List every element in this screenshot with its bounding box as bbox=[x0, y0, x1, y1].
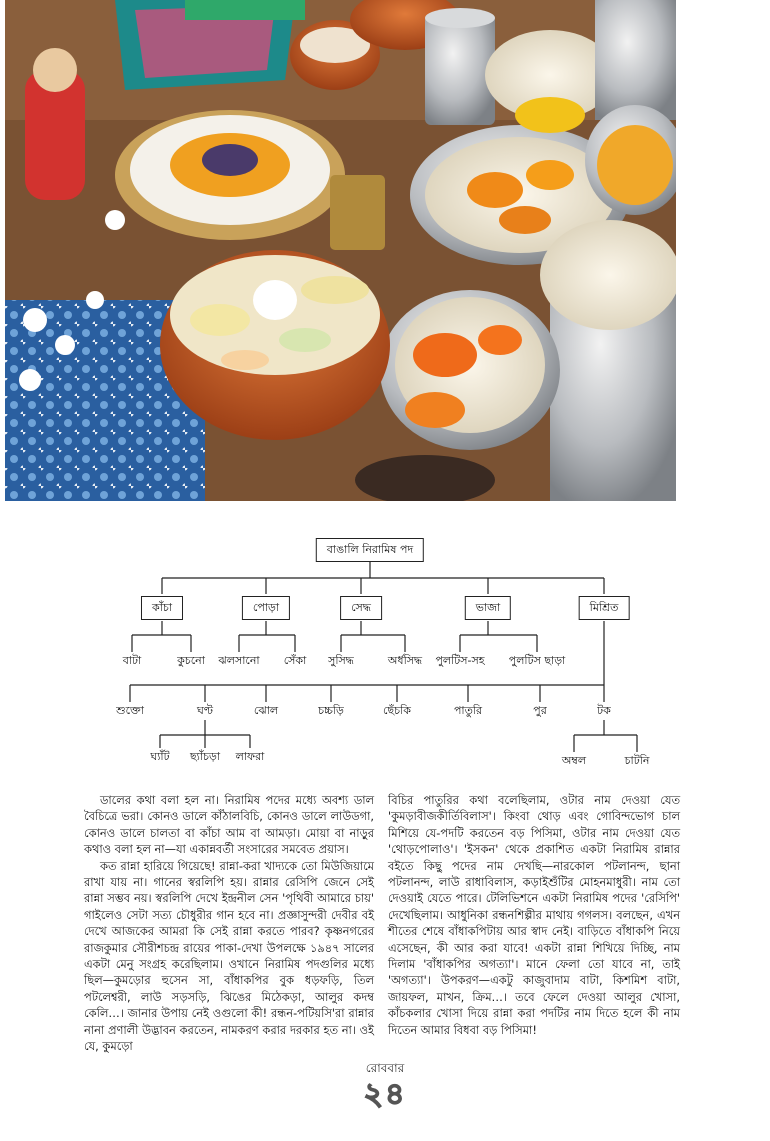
tree-leaf-shenka: সেঁকা bbox=[283, 654, 307, 667]
tree-node-mishrito: মিশ্রিত bbox=[579, 596, 630, 620]
tree-root: বাঙালি নিরামিষ পদ bbox=[316, 538, 424, 562]
tree-leaf-ordhoshiddho: অর্ধসিদ্ধ bbox=[387, 654, 423, 667]
tree-leaf-bata: বাটা bbox=[122, 654, 142, 667]
tree-node-kacha: কাঁচা bbox=[141, 596, 183, 620]
page-number: ২৪ bbox=[363, 1077, 407, 1112]
tree-leaf-poultice-shoho: পুলটিস-সহ bbox=[435, 654, 485, 667]
article-column-right bbox=[388, 792, 680, 1038]
tree-node-pora: পোড়া bbox=[242, 596, 290, 620]
tree-leaf-shukto: শুক্তো bbox=[116, 704, 144, 717]
tree-connectors bbox=[0, 530, 770, 780]
tree-leaf-jhol: ঝোল bbox=[253, 704, 279, 717]
tree-leaf-laphra: লাফরা bbox=[235, 750, 265, 763]
tree-leaf-poultice-chhara: পুলটিস ছাড়া bbox=[508, 654, 566, 667]
article-column-left bbox=[84, 792, 374, 1055]
tree-leaf-kuchno: কুচনো bbox=[177, 654, 205, 667]
food-offering-photo bbox=[5, 0, 676, 501]
tree-leaf-ghanto: ঘণ্ট bbox=[197, 704, 213, 717]
tree-leaf-ombol: অম্বল bbox=[561, 754, 587, 767]
paragraph: কত রান্না হারিয়ে গিয়েছে! রান্না-করা খাদ্যকে তো মিউজিয়ামে রাখা যায় না। গানের স্বরলিপি হয়। রান্নার রেসিপি জেনে সেই রান্না সম্ভব নয়। স্বরলিপি দেখে ইন্দ্রনীল সেন 'পৃথিবী আমারে চায়' গাইলেও সেটা সত্য চৌধুরীর গান হবে না। প্রজ্ঞাসুন্দরী দেবীর বই দেখে আজকের আমরা কি সেই রান্না করতে পারব? কৃষ্ণনগরের রাজকুমার সৌরীশচন্দ্র রায়ের পাকা-দেখা উপলক্ষে ১৯৪৭ সালের একটা মেনু সংগ্রহ করেছিলাম। ওখানে নিরামিষ পদগুলির মধ্যে ছিল—কুমড়োর হুসেন সা, বাঁধাকপির বুক ধড়ফড়ি, তিল পটলেশ্বরী, লাউ সড়সড়ি, ঝিঙের মিঠেকড়া, আলুর কদম্ব কেলি…। জানার উপায় নেই ওগুলো কী! রন্ধন-পটিয়সি'রা রান্নার নানা প্রণালী উদ্ভাবন করতেন, নামকরণ করার দরকার হত না। ওই যে, কুমড়ো bbox=[84, 858, 374, 1054]
tree-leaf-chhyanchra: ছ্যাঁচড়া bbox=[189, 750, 221, 763]
tree-node-bhaja: ভাজা bbox=[465, 596, 511, 620]
tree-leaf-paturi: পাতুরি bbox=[453, 704, 483, 717]
tree-leaf-pur: পুর bbox=[533, 704, 547, 717]
tree-leaf-chatni: চাটনি bbox=[624, 754, 650, 767]
tree-leaf-chochchori: চচ্চড়ি bbox=[318, 704, 344, 717]
vegetarian-dish-tree-diagram bbox=[0, 530, 770, 780]
tree-leaf-ghyant: ঘ্যাঁট bbox=[150, 750, 170, 763]
tree-leaf-shushiddho: সুসিদ্ধ bbox=[328, 654, 354, 667]
tree-leaf-chhenchki: ছেঁচকি bbox=[383, 704, 411, 717]
magazine-name: রোববার bbox=[365, 1061, 405, 1075]
paragraph: বিচির পাতুরির কথা বলেছিলাম, ওটার নাম দেওয়া যেত 'কুমড়াবীজকীর্তিবিলাস'। কিংবা থোড় এবং গোবিন্দভোগ চাল মিশিয়ে যে-পদটি করতেন বড় পিসিমা, ওটার নাম দেওয়া যেত 'থোড়পোলাও'। 'ইসকন' থেকে প্রকাশিত একটা নিরামিষ রান্নার বইতে কিছু পদের নাম দেখছি—নারকোল পটলানন্দ, ছানা পটলানন্দ, লাউ রাধাবিলাস, কড়াইশুঁটির মোহনমাধুরী। নাম তো দেওয়াই যেতে পারে। টেলিভিশনে একটা নিরামিষ পদের 'রেসিপি' দেখেছিলাম। আধুনিকা রন্ধনশিল্পীর মাথায় গগলস। বলছেন, এখন শীতের শেষে বাঁধাকপিটায় আর স্বাদ নেই। বাড়িতে বাঁধাকপি নিয়ে এসেছেন, কী আর করা যাবে! একটা রান্না শিখিয়ে দিচ্ছি, নাম দিলাম 'বাঁধাকপির অগত্যা'। মানে ফেলা তো যাবে না, তাই 'অগত্যা'। উপকরণ—একটু কাজুবাদাম বাটা, কিশমিশ বাটা, জায়ফল, মাখন, ক্রিম…। তবে ফেলে দেওয়া আলুর খোসা, কাঁচকলার খোসা দিয়ে রান্না করা পদটির নাম দিতে হলে কী নাম দিতেন আমার বিধবা বড় পিসিমা! bbox=[388, 793, 680, 1037]
tree-leaf-tok: টক bbox=[597, 704, 611, 717]
paragraph: ডালের কথা বলা হল না। নিরামিষ পদের মধ্যে অবশ্য ডাল বৈচিত্রে ভরা। কোনও ডালে কাঁঠালবিচি, কোনও ডালে লাউডগা, কোনও ডালে চালতা বা কাঁচা আম বা আমড়া। মোয়া বা নাড়ুর কথাও বলা হল না—যা একান্নবর্তী সংসারের সমবেত প্রয়াস। bbox=[84, 793, 374, 857]
tree-leaf-jholshano: ঝলসানো bbox=[218, 654, 260, 667]
tree-node-sheddho: সেদ্ধ bbox=[340, 596, 382, 620]
photo-illustration bbox=[5, 0, 676, 501]
